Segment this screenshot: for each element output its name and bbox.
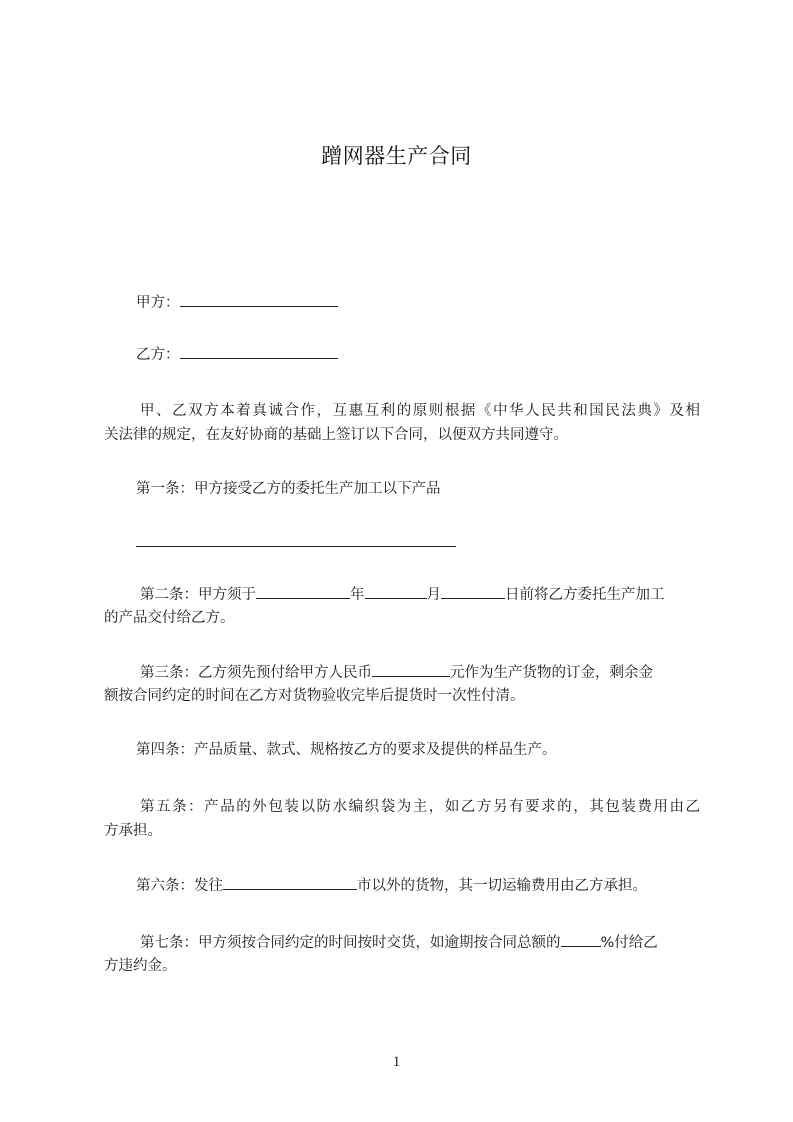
year-label: 年: [350, 587, 365, 603]
month-label: 月: [426, 587, 441, 603]
article-2-prefix: 第二条：甲方须于: [140, 587, 256, 603]
party-b-label: 乙方：: [136, 347, 180, 363]
article-3-line-2: 额按合同约定的时间在乙方对货物验收完毕后提货时一次性付清。: [104, 688, 525, 704]
article-7-suffix: %付给乙: [600, 935, 658, 951]
article-4: 第四条：产品质量、款式、规格按乙方的要求及提供的样品生产。: [136, 742, 557, 758]
article-2-suffix: 日前将乙方委托生产加工: [505, 587, 665, 603]
penalty-percent-blank[interactable]: [561, 932, 601, 947]
article-2-line-1: [140, 584, 665, 605]
delivery-day-blank[interactable]: [441, 584, 505, 599]
party-a-blank[interactable]: [180, 292, 338, 307]
deposit-amount-blank[interactable]: [372, 662, 450, 677]
article-5-line-1: 第五条：产品的外包装以防水编织袋为主，如乙方另有要求的，其包装费用由乙: [140, 799, 700, 815]
article-7-line-2: 方违约金。: [104, 958, 177, 974]
page-number: 1: [392, 1054, 401, 1070]
preamble-line-2: 关法律的规定，在友好协商的基础上签订以下合同，以便双方共同遵守。: [104, 427, 568, 443]
party-a-label: 甲方：: [136, 295, 180, 311]
article-3-line-1: [140, 662, 653, 683]
article-3-prefix: 第三条：乙方须先预付给甲方人民币: [140, 665, 372, 681]
article-3-suffix: 元作为生产货物的订金，剩余金: [450, 665, 653, 681]
article-7-prefix: 第七条：甲方须按合同约定的时间按时交货，如逾期按合同总额的: [140, 935, 561, 951]
party-b-blank[interactable]: [180, 344, 338, 359]
party-a-line: [136, 292, 338, 313]
article-6-prefix: 第六条：发往: [136, 878, 223, 894]
product-blank-line[interactable]: [136, 546, 456, 547]
delivery-month-blank[interactable]: [365, 584, 427, 599]
article-7-line-1: [140, 932, 658, 953]
article-5-line-2: 方承担。: [104, 823, 162, 839]
destination-city-blank[interactable]: [223, 875, 357, 890]
article-2-line-2: 的产品交付给乙方。: [104, 610, 235, 626]
delivery-year-blank[interactable]: [256, 584, 350, 599]
party-b-line: [136, 344, 338, 365]
article-6-suffix: 市以外的货物，其一切运输费用由乙方承担。: [357, 878, 647, 894]
preamble-line-1: 甲、乙双方本着真诚合作，互惠互利的原则根据《中华人民共和国民法典》及相: [140, 403, 700, 419]
document-title: 蹭网器生产合同: [321, 144, 472, 168]
article-6: [136, 875, 647, 896]
article-1: 第一条：甲方接受乙方的委托生产加工以下产品: [136, 481, 441, 497]
